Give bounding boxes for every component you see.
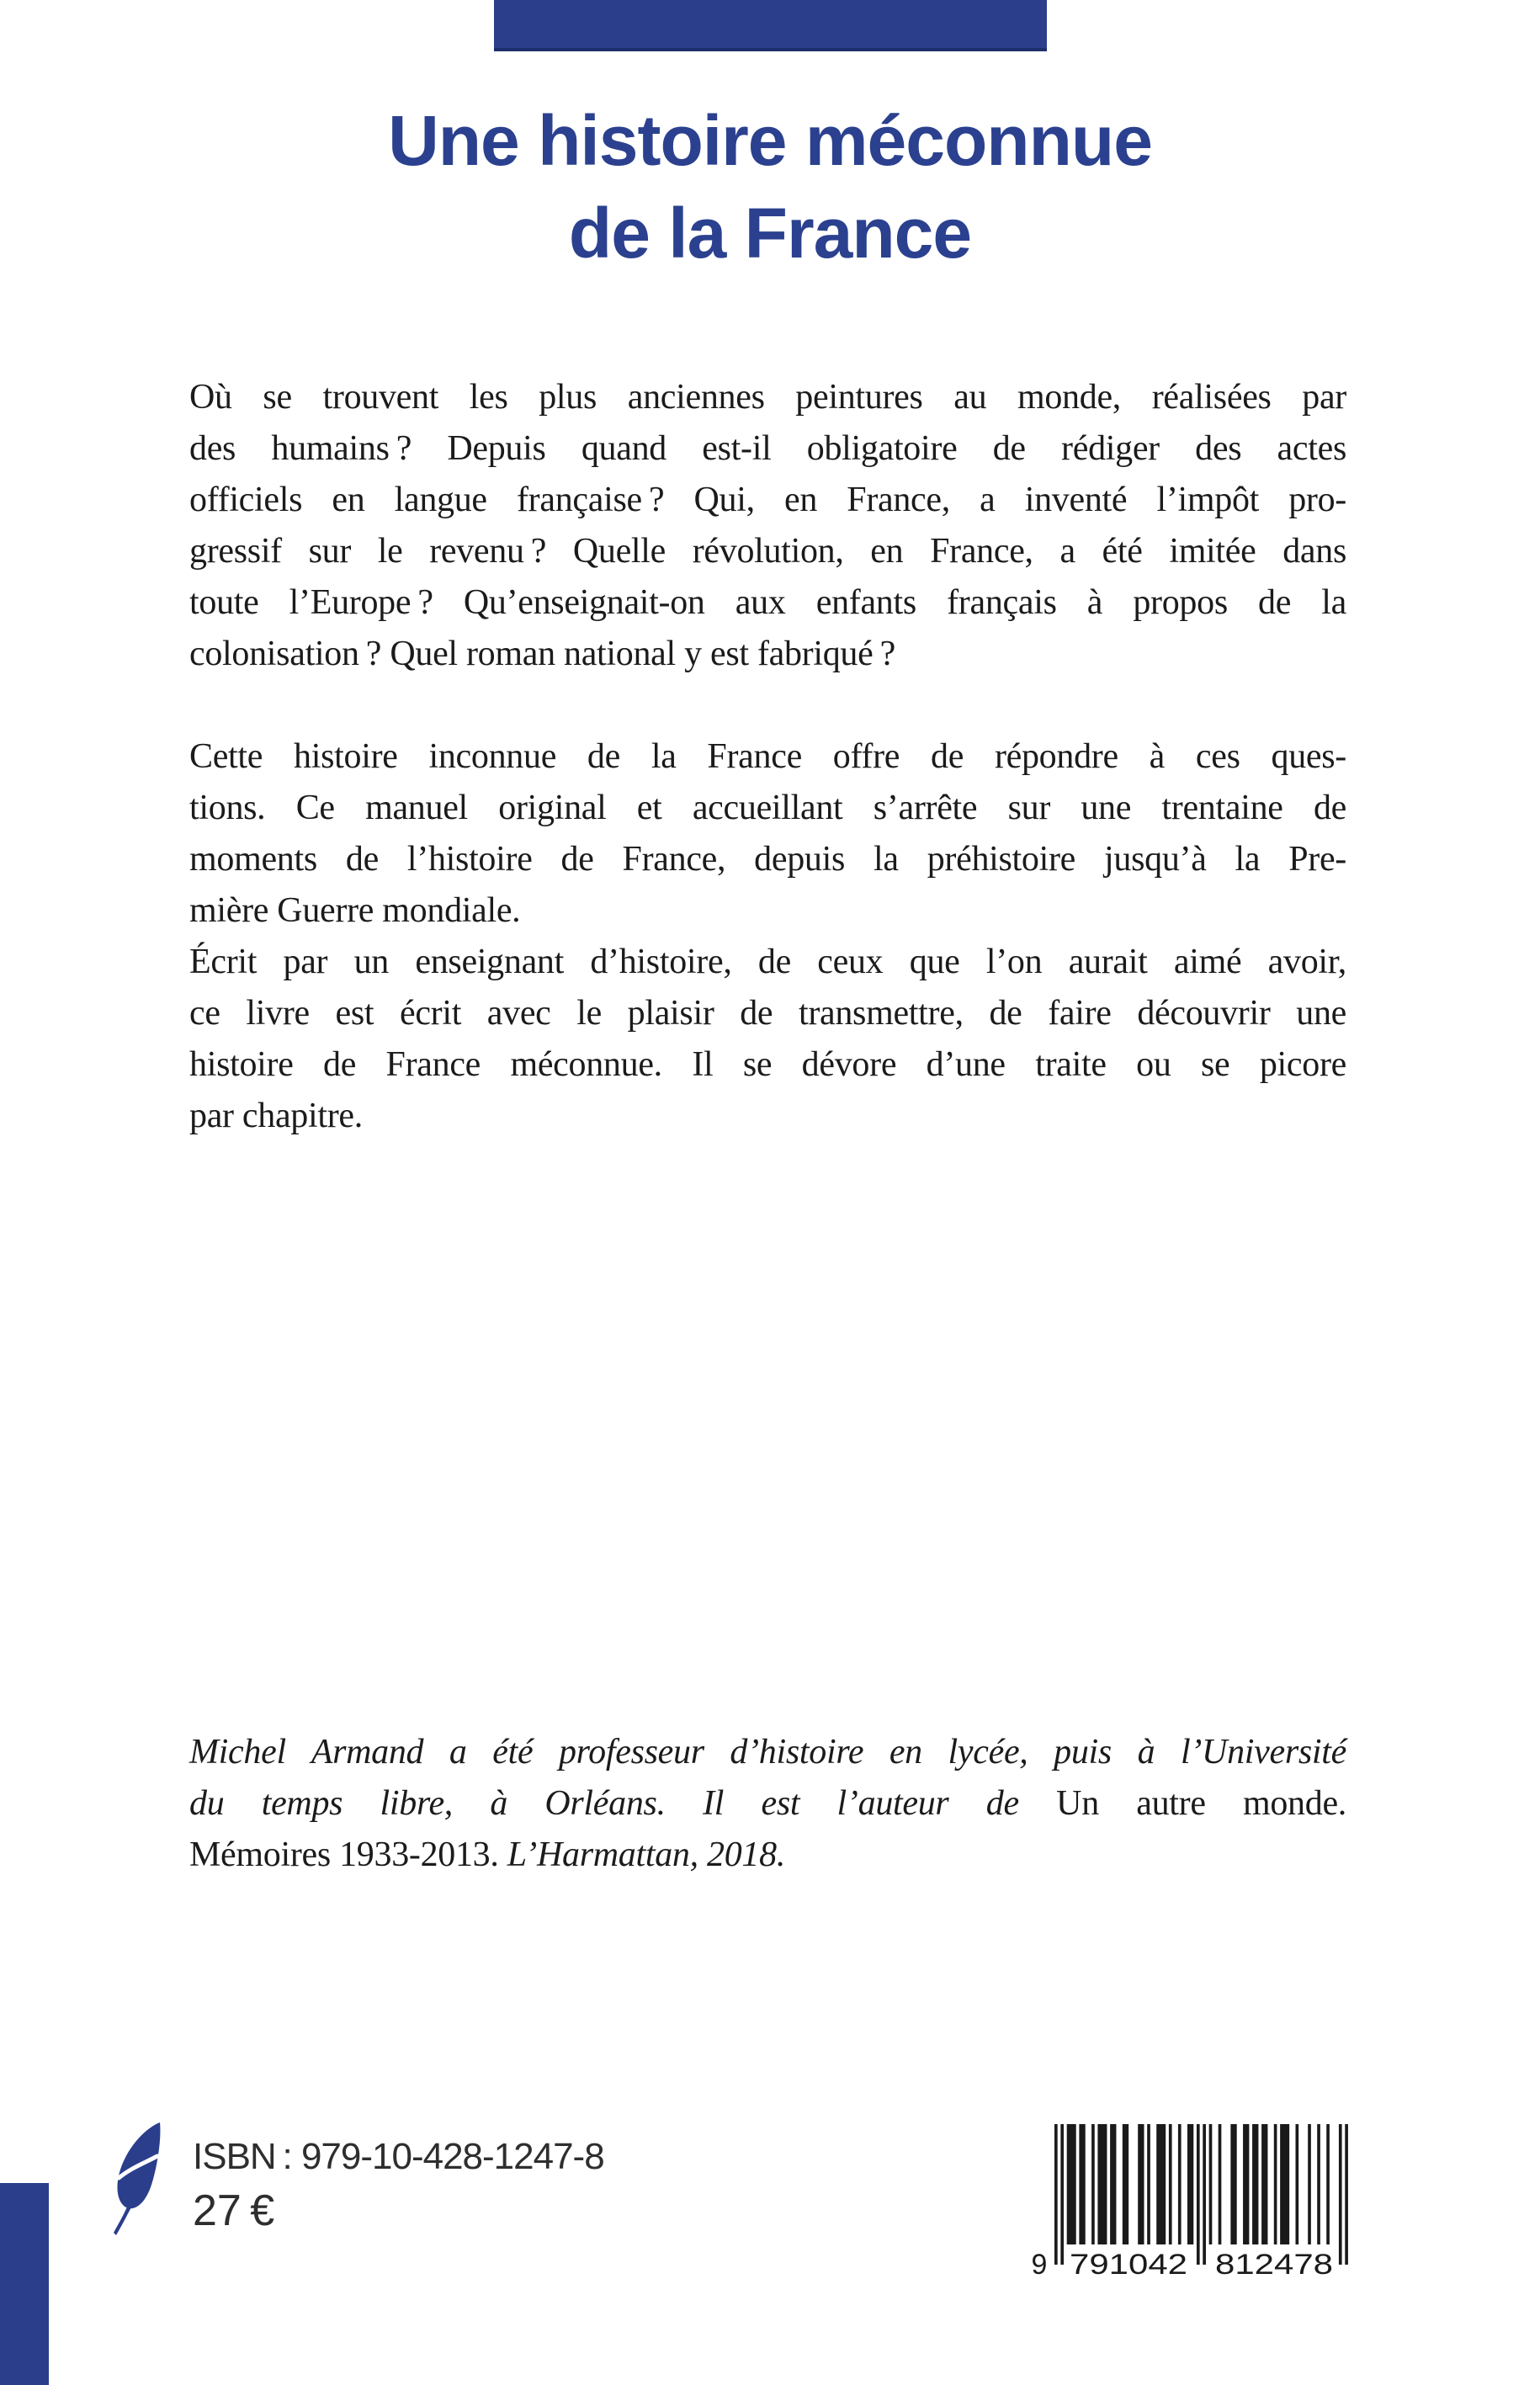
barcode-bar (1280, 2124, 1289, 2244)
body-line: officiels en langue française ? Qui, en France, a inventé l’impôt pro- (189, 481, 1346, 519)
barcode-bar (1091, 2124, 1095, 2244)
barcode-bar (1123, 2124, 1128, 2244)
title-line-2: de la France (568, 194, 972, 273)
barcode-bar (1156, 2124, 1166, 2244)
barcode-bar (1187, 2124, 1193, 2244)
barcode-bar (1261, 2124, 1267, 2244)
bio-segment: Mémoires 1933-2013. (189, 1835, 507, 1874)
barcode-bar (1110, 2124, 1116, 2244)
bio-segment: Michel Armand a été professeur d’histoire en lycée, puis à l’Université (189, 1733, 1346, 1771)
barcode-bar (1178, 2124, 1182, 2244)
isbn-text: ISBN : 979-10-428-1247-8 (193, 2136, 604, 2177)
barcode-bar (1197, 2124, 1200, 2265)
bio-segment: L’Harmattan, 2018. (507, 1835, 786, 1874)
barcode-bar (1243, 2124, 1249, 2244)
paragraph (189, 937, 1346, 1142)
body-line: toute l’Europe ? Qu’enseignait-on aux enfants français à propos de la (189, 583, 1346, 622)
body-line: des humains ? Depuis quand est-il obligatoire de rédiger des actes (189, 429, 1346, 468)
body-line: gressif sur le revenu ? Quelle révolution, en France, a été imitée dans (189, 532, 1346, 571)
barcode-left-digits: 791042 (1070, 2249, 1187, 2281)
bio-line (189, 1778, 1346, 1830)
spine-accent-bar (0, 2183, 49, 2385)
barcode-bar (1067, 2124, 1076, 2244)
barcode-lead-digit: 9 (1031, 2249, 1048, 2281)
body-line: histoire de France méconnue. Il se dévore d’une traite ou se picore (189, 1045, 1346, 1084)
barcode-bar (1295, 2124, 1298, 2244)
bio-line (189, 1727, 1346, 1778)
body-line: par chapitre. (189, 1097, 363, 1135)
quill-feather-icon (109, 2121, 167, 2239)
barcode-bar (1138, 2124, 1144, 2244)
body-line: Cette histoire inconnue de la France offre de répondre à ces ques- (189, 737, 1346, 776)
barcode-bar (1219, 2124, 1222, 2244)
barcode-bar (1252, 2124, 1258, 2244)
barcode-bar (1317, 2124, 1320, 2244)
barcode-bar (1209, 2124, 1213, 2244)
bio-segment: du temps libre, à Orléans. Il est l’auteur de (189, 1784, 1057, 1823)
book-title (0, 94, 1540, 279)
body-paragraphs (189, 372, 1346, 1142)
body-line: mière Guerre mondiale. (189, 891, 521, 930)
barcode-bar (1054, 2124, 1058, 2265)
barcode-bar (1345, 2124, 1348, 2265)
barcode-right-digits: 812478 (1215, 2249, 1333, 2281)
barcode-bar (1274, 2124, 1277, 2244)
author-bio (189, 1727, 1346, 1881)
publisher-color-block (494, 0, 1047, 51)
barcode-bar (1230, 2124, 1236, 2244)
barcode-bar (1060, 2124, 1064, 2265)
price-text: 27 € (193, 2186, 275, 2235)
body-line: colonisation ? Quel roman national y est fabriqué ? (189, 635, 895, 673)
barcode-bar (1147, 2124, 1150, 2244)
title-line-1: Une histoire méconnue (388, 101, 1152, 180)
barcode-bar (1308, 2124, 1311, 2244)
barcode-bar (1079, 2124, 1085, 2244)
paragraph (189, 731, 1346, 937)
body-line: tions. Ce manuel original et accueillant s’arrête sur une trentaine de (189, 789, 1346, 827)
bio-segment: Un autre monde. (1056, 1784, 1346, 1823)
body-line: Écrit par un enseignant d’histoire, de ceux que l’on aurait aimé avoir, (189, 943, 1346, 981)
bio-line (189, 1830, 1346, 1881)
body-line: ce livre est écrit avec le plaisir de transmettre, de faire découvrir une (189, 994, 1346, 1033)
barcode-bar (1169, 2124, 1172, 2244)
barcode (1028, 2124, 1349, 2292)
barcode-bar (1203, 2124, 1206, 2265)
barcode-bar (1326, 2124, 1330, 2244)
body-line: Où se trouvent les plus anciennes peintures au monde, réalisées par (189, 378, 1346, 417)
body-line: moments de l’histoire de France, depuis la préhistoire jusqu’à la Pre- (189, 840, 1346, 879)
paragraph (189, 372, 1346, 680)
barcode-bar (1097, 2124, 1107, 2244)
barcode-bar (1339, 2124, 1342, 2265)
